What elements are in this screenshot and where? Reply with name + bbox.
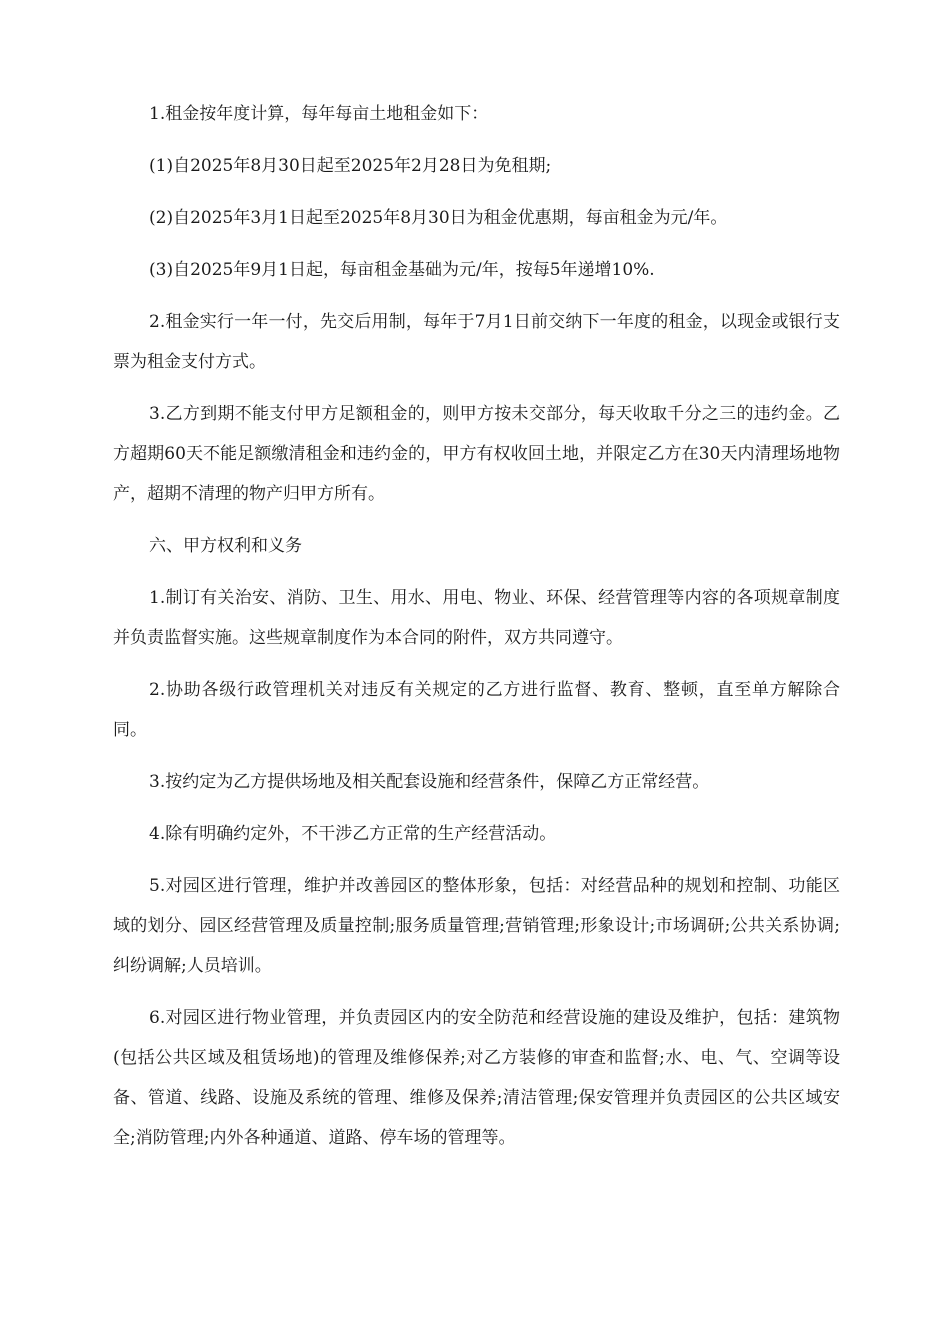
paragraph-rent-discount-period: (2)自2025年3月1日起至2025年8月30日为租金优惠期，每亩租金为元/年。 bbox=[149, 208, 728, 228]
paragraph-regulations: 1.制订有关治安、消防、卫生、用水、用电、物业、环保、经营管理等内容的各项规章制度并负责监督实施。这些规章制度作为本合同的附件，双方共同遵守。 bbox=[113, 588, 840, 648]
paragraph-rent-base: (3)自2025年9月1日起，每亩租金基础为元/年，按每5年递增10%. bbox=[149, 260, 655, 280]
paragraph-no-interference: 4.除有明确约定外，不干涉乙方正常的生产经营活动。 bbox=[149, 824, 557, 844]
paragraph-late-payment: 3.乙方到期不能支付甲方足额租金的，则甲方按未交部分，每天收取千分之三的违约金。乙方超期60天不能足额缴清租金和违约金的，甲方有权收回土地，并限定乙方在30天内清理场地物产，超期不清理的物产归甲方所有。 bbox=[113, 404, 840, 504]
paragraph-property-management: 6.对园区进行物业管理，并负责园区内的安全防范和经营设施的建设及维护，包括：建筑物(包括公共区域及租赁场地)的管理及维修保养;对乙方装修的审查和监督;水、电、气、空调等设备、管道、线路、设施及系统的管理、维修及保养;清洁管理;保安管理并负责园区的公共区域安全;消防管理;内外各种通道、道路、停车场的管理等。 bbox=[113, 1008, 840, 1148]
paragraph-rent-free-period: (1)自2025年8月30日起至2025年2月28日为免租期; bbox=[149, 156, 552, 176]
paragraph-rent-calculation: 1.租金按年度计算，每年每亩土地租金如下： bbox=[149, 104, 489, 124]
paragraph-supervision: 2.协助各级行政管理机关对违反有关规定的乙方进行监督、教育、整顿，直至单方解除合同。 bbox=[113, 680, 840, 740]
paragraph-provide-site: 3.按约定为乙方提供场地及相关配套设施和经营条件，保障乙方正常经营。 bbox=[149, 772, 710, 792]
paragraph-payment-method: 2.租金实行一年一付，先交后用制，每年于7月1日前交纳下一年度的租金，以现金或银行支票为租金支付方式。 bbox=[113, 312, 840, 372]
paragraph-park-management: 5.对园区进行管理，维护并改善园区的整体形象，包括：对经营品种的规划和控制、功能区域的划分、园区经营管理及质量控制;服务质量管理;营销管理;形象设计;市场调研;公共关系协调;纠纷调解;人员培训。 bbox=[113, 876, 840, 976]
document-page bbox=[113, 94, 840, 1158]
section-heading-party-a-rights: 六、甲方权利和义务 bbox=[149, 536, 302, 556]
